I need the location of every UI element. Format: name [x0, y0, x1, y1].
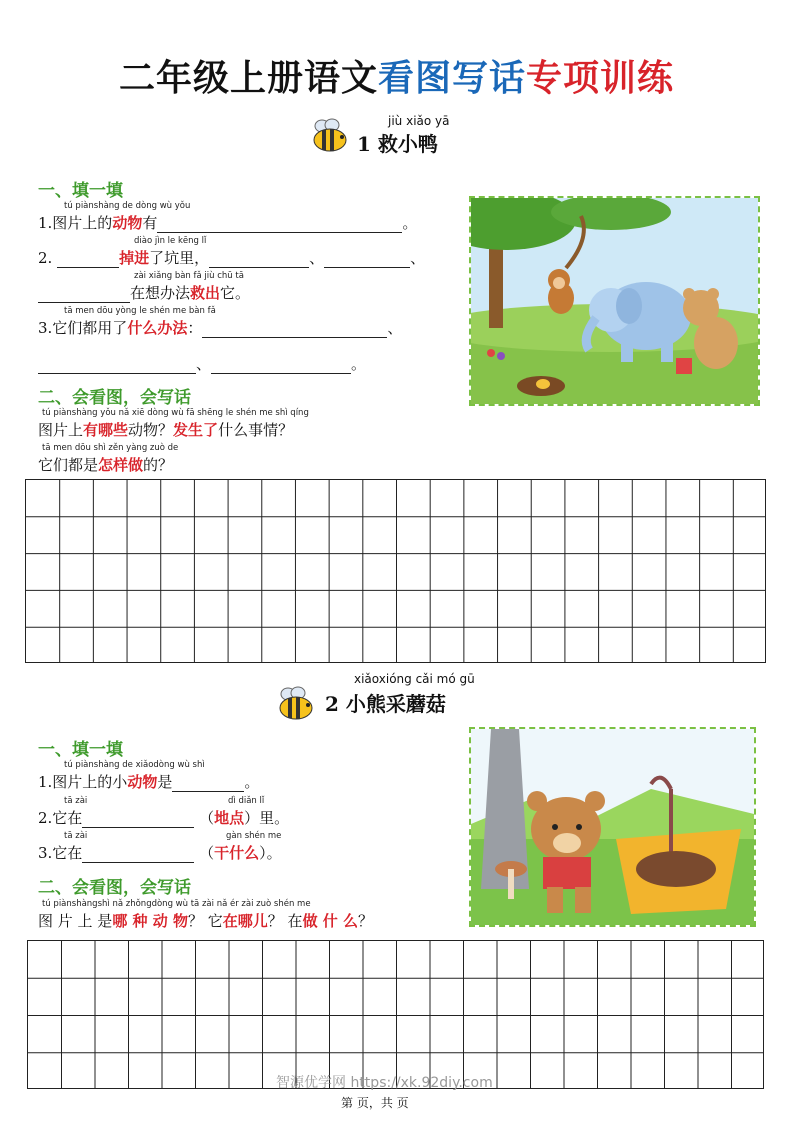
l2-question-3 — [38, 842, 282, 863]
l2-q2-pinyin-a: tā zài — [64, 796, 88, 806]
l2-w-pinyin: tú piànshàngshì nǎ zhǒngdòng wù tā zài nǎ ér zài zuò shén me — [42, 899, 311, 909]
l2-q1-blank[interactable] — [172, 777, 244, 792]
l1-q3-pinyin: tā men dōu yòng le shén me bàn fǎ — [64, 306, 216, 316]
lesson2-picture — [469, 727, 756, 927]
l2-w-text-3: ？ 在 — [267, 912, 303, 930]
lesson2-heading: 2 小熊采蘑菇 — [325, 692, 446, 716]
l2-w-keyword-2: 在哪儿 — [222, 912, 268, 930]
lesson1-section1-title: 一、填一填 — [38, 181, 123, 201]
l1-question-3-cont: 、 。 — [38, 353, 366, 374]
l1-q2-keyword: 掉进 — [119, 249, 150, 267]
l1-w1-text-3: 什么事情？ — [218, 421, 294, 439]
title-part-2: 看图写话 — [377, 58, 526, 99]
l2-q2-keyword: 地点 — [214, 809, 245, 827]
l1-question-3: 3.它们都用了什么办法： 、 — [38, 319, 403, 337]
l1-q1-pinyin: tú piànshàng de dòng wù yǒu — [64, 201, 191, 211]
l1-q2-pinyin-2: zài xiǎng bàn fǎ jiù chū tā — [134, 271, 244, 281]
l1-q3-blank-2[interactable] — [38, 359, 196, 374]
l2-q2-text: 2.它在 — [38, 809, 83, 827]
l1-q2-keyword-2: 救出 — [190, 284, 221, 302]
l1-w2-keyword: 怎样做 — [98, 456, 144, 474]
l2-q3-blank[interactable] — [82, 848, 194, 863]
l2-w-text-4: ？ — [358, 912, 374, 930]
l2-q1-text-end: 是 — [157, 773, 173, 791]
l2-w-keyword: 哪 种 动 物 — [112, 912, 188, 930]
l1-question-1: 1.图片上的动物有 。 — [38, 214, 418, 232]
l2-q3-pinyin-b: gàn shén me — [226, 831, 282, 841]
l1-w1-pinyin: tú piànshàng yǒu nǎ xiē dòng wù fā shēng le shén me shì qíng — [42, 408, 309, 418]
l1-w1-keyword-2: 发生了 — [173, 421, 219, 439]
l1-q1-text-end: 有 — [142, 214, 158, 232]
title-part-1: 二年级上册语文 — [118, 58, 378, 99]
l1-q1-blank[interactable] — [157, 218, 402, 233]
l1-q2-blank-1[interactable] — [57, 253, 119, 268]
l1-q2-number: 2. — [38, 249, 58, 267]
l1-w1-keyword: 有哪些 — [83, 421, 129, 439]
l1-q1-text: 1.图片上的 — [38, 214, 113, 232]
l2-q3-text: 3.它在 — [38, 844, 83, 862]
l1-q2-blank-4[interactable] — [38, 288, 130, 303]
l1-q2-text-3: 它。 — [220, 284, 251, 302]
watermark: 智源优学网 https://xk.92diy.com — [276, 1075, 493, 1091]
l2-q1-text: 1.图片上的小 — [38, 773, 128, 791]
l2-q3-pinyin-a: tā zài — [64, 831, 88, 841]
l1-writing-prompt-1 — [38, 419, 293, 440]
bee-icon — [308, 118, 352, 154]
l1-question-2: 2. 掉进了坑里， 、 、 — [38, 249, 426, 267]
l2-w-keyword-3: 做 什 么 — [302, 912, 359, 930]
l1-q3-colon: ： — [187, 319, 203, 337]
lesson1-section2-title: 二、会看图，会写话 — [38, 388, 191, 408]
l1-w2-pinyin: tā men dōu shì zěn yàng zuò de — [42, 443, 179, 453]
l2-writing-prompt — [38, 910, 373, 931]
l2-w-text: 图 片 上 是 — [38, 912, 113, 930]
l2-question-2 — [38, 807, 289, 828]
l2-q2-paren-close: ）里。 — [244, 809, 290, 827]
lesson1-picture — [469, 196, 760, 406]
l2-q3-paren-open: （ — [199, 844, 215, 862]
l1-question-2-cont — [38, 282, 250, 303]
lesson2-section1-title: 一、填一填 — [38, 740, 123, 760]
l2-q3-paren-close: ）。 — [259, 844, 282, 862]
l2-q1-pinyin: tú piànshàng de xiǎodòng wù shì — [64, 760, 205, 770]
l1-q3-text: 3.它们都用了 — [38, 319, 128, 337]
l1-q2-blank-2[interactable] — [209, 253, 309, 268]
page-title — [0, 50, 793, 101]
l1-q2-pinyin: diào jìn le kēng lǐ — [134, 236, 207, 246]
l1-q2-text: 了坑里， — [149, 249, 210, 267]
l1-q3-blank-3[interactable] — [211, 359, 351, 374]
l2-q3-keyword: 干什么 — [214, 844, 260, 862]
l2-q1-keyword: 动物 — [127, 773, 158, 791]
lesson1-pinyin: jiù xiǎo yā — [388, 114, 450, 128]
lesson2-writing-grid[interactable] — [27, 940, 764, 1089]
l1-w2-text-2: 的？ — [143, 456, 174, 474]
page-number: 第 页，共 页 — [341, 1096, 409, 1110]
l1-q1-keyword: 动物 — [112, 214, 143, 232]
l1-w1-text-2: 动物？ — [128, 421, 174, 439]
l1-q3-blank-1[interactable] — [202, 323, 387, 338]
l1-q2-blank-3[interactable] — [324, 253, 410, 268]
l2-q2-blank[interactable] — [82, 813, 194, 828]
lesson2-section2-title: 二、会看图，会写话 — [38, 878, 191, 898]
lesson1-writing-grid[interactable] — [25, 479, 766, 663]
l2-question-1: 1.图片上的小动物是 。 — [38, 773, 260, 791]
title-part-3: 专项训练 — [526, 58, 675, 99]
l2-q2-paren-open: （ — [199, 809, 215, 827]
l2-w-text-2: ？ 它 — [187, 912, 223, 930]
lesson1-heading: 1 救小鸭 — [357, 132, 438, 156]
bee-icon-2 — [274, 686, 318, 722]
l1-q2-text-2: 在想办法 — [130, 284, 191, 302]
l2-q2-pinyin-b: dì diǎn lǐ — [228, 796, 265, 806]
lesson2-pinyin: xiǎoxióng cǎi mó gū — [354, 672, 475, 686]
l1-q3-keyword: 什么办法 — [127, 319, 188, 337]
l1-writing-prompt-2 — [38, 454, 173, 475]
l1-w2-text: 它们都是 — [38, 456, 99, 474]
l1-w1-text: 图片上 — [38, 421, 84, 439]
